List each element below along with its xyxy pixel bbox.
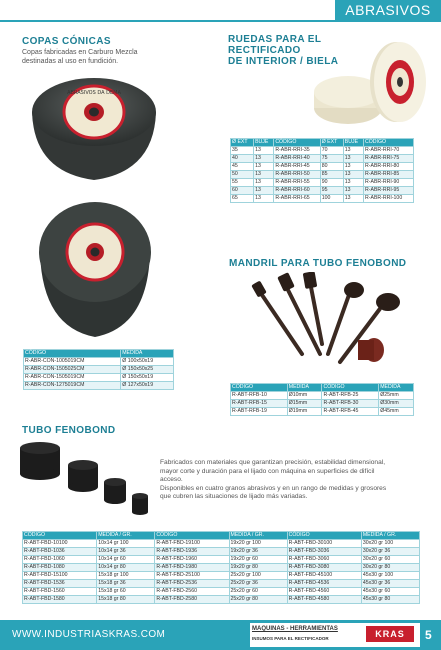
- ruedas-title-line: DE INTERIOR / BIELA: [228, 56, 339, 67]
- table-cell: 90: [320, 179, 343, 187]
- table-header-row: [23, 532, 420, 540]
- table-cell: R-ABR-CON-1505025CM: [24, 366, 121, 374]
- table-cell: Ø30mm: [379, 400, 414, 408]
- table-row: [24, 358, 174, 366]
- table-cell: R-ABT-FBD-2560: [155, 588, 229, 596]
- table-cell: 13: [343, 195, 363, 203]
- table-row: [231, 147, 414, 155]
- table-cell: 25x20 gr 36: [229, 580, 287, 588]
- page-header: [0, 0, 441, 22]
- table-cell: R-ABR-RRI-85: [364, 171, 414, 179]
- table-cell: R-ABR-RRI-40: [274, 155, 320, 163]
- table-cell: 95: [320, 187, 343, 195]
- mandril-title: MANDRIL PARA TUBO FENOBOND: [229, 258, 407, 269]
- table-cell: R-ABR-RRI-100: [364, 195, 414, 203]
- header-rule: [0, 20, 441, 22]
- table-cell: Ø15mm: [287, 400, 322, 408]
- table-cell: 13: [343, 171, 363, 179]
- table-cell: R-ABT-RFB-45: [322, 408, 379, 416]
- tubo-desc-line: mayor corte y duración para el lijado con máquina en superficies de difícil: [160, 467, 375, 475]
- table-row: [23, 588, 420, 596]
- table-cell: R-ABT-FBD-3036: [287, 548, 361, 556]
- mandrels-image: [240, 272, 410, 372]
- table-cell: R-ABT-FBD-19100: [155, 540, 229, 548]
- tubo-desc-line: acceso.: [160, 476, 183, 483]
- table-row: [231, 179, 414, 187]
- table-cell: 25x20 gr 60: [229, 588, 287, 596]
- table-row: [24, 382, 174, 390]
- table-header-cell: CÓDIGO: [231, 384, 288, 392]
- table-cell: 13: [254, 163, 274, 171]
- table-cell: R-ABT-FBD-10100: [23, 540, 97, 548]
- table-cell: 13: [343, 163, 363, 171]
- tubo-description: [160, 459, 386, 502]
- table-cell: Ø 150x50x25: [121, 366, 174, 374]
- table-cell: R-ABT-RFB-30: [322, 400, 379, 408]
- copas-description: [22, 48, 138, 66]
- table-row: [24, 366, 174, 374]
- table-cell: R-ABR-RRI-75: [364, 155, 414, 163]
- table-cell: R-ABR-RRI-45: [274, 163, 320, 171]
- table-cell: R-ABR-CON-1505019CM: [24, 374, 121, 382]
- copas-table: [23, 349, 174, 390]
- table-row: [23, 556, 420, 564]
- table-cell: 45: [231, 163, 254, 171]
- table-header-cell: Ø EXT: [231, 139, 254, 147]
- table-cell: 19x20 gr 80: [229, 564, 287, 572]
- tubo-desc-line: Fabricados con materiales que garantizan precisión, estabilidad dimensional,: [160, 459, 386, 466]
- table-cell: Ø 127x50x19: [121, 382, 174, 390]
- section-tab: ABRASIVOS: [335, 0, 441, 20]
- table-cell: 19x20 gr 60: [229, 556, 287, 564]
- table-cell: 30x20 gr 100: [361, 540, 419, 548]
- table-header-cell: BUJE: [343, 139, 363, 147]
- table-cell: 13: [254, 179, 274, 187]
- table-header-cell: BUJE: [254, 139, 274, 147]
- table-cell: 100: [320, 195, 343, 203]
- table-cell: R-ABR-RRI-90: [364, 179, 414, 187]
- table-header-cell: Ø EXT: [320, 139, 343, 147]
- table-cell: R-ABR-RRI-95: [364, 187, 414, 195]
- table-cell: 15x18 gr 100: [97, 572, 155, 580]
- table-cell: 60: [231, 187, 254, 195]
- table-cell: 10x14 gr 60: [97, 556, 155, 564]
- table-cell: R-ABR-CON-1005019CM: [24, 358, 121, 366]
- table-header-row: [231, 139, 414, 147]
- table-cell: 13: [343, 155, 363, 163]
- table-header-cell: CÓDIGO: [155, 532, 229, 540]
- table-cell: 50: [231, 171, 254, 179]
- table-cell: R-ABT-FBD-1980: [155, 564, 229, 572]
- table-header-cell: CÓDIGO: [24, 350, 121, 358]
- wheel-label: ABRASIVOS DA DEMA: [67, 90, 121, 96]
- table-cell: R-ABR-RRI-35: [274, 147, 320, 155]
- table-cell: 13: [254, 147, 274, 155]
- table-cell: 55: [231, 179, 254, 187]
- table-cell: 19x20 gr 100: [229, 540, 287, 548]
- table-cell: R-ABR-RRI-50: [274, 171, 320, 179]
- table-cell: 30x20 gr 36: [361, 548, 419, 556]
- table-cell: R-ABT-RFB-25: [322, 392, 379, 400]
- table-cell: Ø10mm: [287, 392, 322, 400]
- table-header-row: [24, 350, 174, 358]
- table-row: [23, 596, 420, 604]
- table-row: [231, 187, 414, 195]
- table-cell: R-ABT-FBD-30100: [287, 540, 361, 548]
- table-cell: 10x14 gr 80: [97, 564, 155, 572]
- conical-cup-wheel-image-2: [30, 192, 160, 342]
- table-row: [23, 580, 420, 588]
- table-cell: R-ABR-RRI-60: [274, 187, 320, 195]
- table-cell: R-ABR-RRI-65: [274, 195, 320, 203]
- table-row: [23, 540, 420, 548]
- table-cell: R-ABT-FBD-2536: [155, 580, 229, 588]
- table-row: [231, 171, 414, 179]
- table-cell: Ø45mm: [379, 408, 414, 416]
- table-cell: Ø 100x50x19: [121, 358, 174, 366]
- table-cell: 15x18 gr 80: [97, 596, 155, 604]
- brand-line-1: MAQUINAS - HERRAMIENTAS: [252, 626, 338, 632]
- table-cell: 13: [343, 187, 363, 195]
- table-header-cell: CÓDIGO: [287, 532, 361, 540]
- table-cell: R-ABR-CON-1275019CM: [24, 382, 121, 390]
- table-header-cell: CÓDIGO: [274, 139, 320, 147]
- table-cell: R-ABT-RFB-15: [231, 400, 288, 408]
- table-cell: R-ABT-RFB-10: [231, 392, 288, 400]
- table-cell: 15x18 gr 36: [97, 580, 155, 588]
- table-header-cell: MEDIDA: [287, 384, 322, 392]
- table-cell: R-ABR-RRI-55: [274, 179, 320, 187]
- table-cell: 45x30 gr 36: [361, 580, 419, 588]
- table-cell: R-ABT-FBD-4580: [287, 596, 361, 604]
- table-cell: R-ABR-RRI-70: [364, 147, 414, 155]
- table-cell: 15x18 gr 60: [97, 588, 155, 596]
- table-cell: R-ABT-FBD-4560: [287, 588, 361, 596]
- table-cell: 10x14 gr 100: [97, 540, 155, 548]
- page-footer: [0, 620, 441, 650]
- table-cell: R-ABT-FBD-1960: [155, 556, 229, 564]
- table-cell: R-ABT-FBD-4536: [287, 580, 361, 588]
- table-cell: 35: [231, 147, 254, 155]
- table-cell: 25x20 gr 100: [229, 572, 287, 580]
- table-cell: R-ABT-FBD-3060: [287, 556, 361, 564]
- table-cell: 45x30 gr 60: [361, 588, 419, 596]
- table-header-cell: CÓDIGO: [23, 532, 97, 540]
- table-row: [23, 548, 420, 556]
- mandril-table: [230, 383, 414, 416]
- table-cell: R-ABT-FBD-2580: [155, 596, 229, 604]
- brand-box: [250, 623, 420, 647]
- website-link[interactable]: WWW.INDUSTRIASKRAS.COM: [12, 629, 166, 640]
- table-header-cell: MEDIDA / GR.: [97, 532, 155, 540]
- table-row: [23, 572, 420, 580]
- tubo-desc-line: que cubren las situaciones de lijado más variadas.: [160, 493, 308, 500]
- table-cell: 70: [320, 147, 343, 155]
- table-cell: R-ABT-FBD-45100: [287, 572, 361, 580]
- ruedas-title-line: RUEDAS PARA EL: [228, 34, 322, 45]
- kras-logo: KRAS: [366, 626, 414, 642]
- table-cell: 40: [231, 155, 254, 163]
- table-header-cell: MEDIDA / GR.: [229, 532, 287, 540]
- table-header-cell: CÓDIGO: [364, 139, 414, 147]
- table-cell: R-ABT-FBD-1936: [155, 548, 229, 556]
- table-cell: Ø25mm: [379, 392, 414, 400]
- table-cell: R-ABT-FBD-1036: [23, 548, 97, 556]
- table-row: [231, 195, 414, 203]
- table-row: [231, 155, 414, 163]
- table-cell: Ø19mm: [287, 408, 322, 416]
- conical-cup-wheel-image: [24, 72, 164, 182]
- table-cell: 19x20 gr 36: [229, 548, 287, 556]
- fenobond-tubes-image: [20, 440, 160, 520]
- tubo-title: TUBO FENOBOND: [22, 425, 116, 436]
- table-cell: 75: [320, 155, 343, 163]
- table-header-cell: MEDIDA: [121, 350, 174, 358]
- table-cell: R-ABT-FBD-15100: [23, 572, 97, 580]
- copas-title: COPAS CÓNICAS: [22, 36, 111, 47]
- table-cell: 13: [343, 147, 363, 155]
- table-cell: Ø 150x50x19: [121, 374, 174, 382]
- ruedas-table: [230, 138, 414, 203]
- tubo-desc-line: Disponibles en cuatro granos abrasivos y en un rango de medidas y grosores: [160, 484, 387, 492]
- table-row: [231, 392, 414, 400]
- page-number: 5: [425, 628, 432, 642]
- table-cell: 30x20 gr 80: [361, 564, 419, 572]
- table-row: [231, 408, 414, 416]
- brand-line-2: INSUMOS PARA EL RECTIFICADOR: [252, 636, 329, 641]
- table-header-cell: CÓDIGO: [322, 384, 379, 392]
- table-cell: R-ABT-FBD-1580: [23, 596, 97, 604]
- table-cell: 13: [343, 179, 363, 187]
- table-cell: 45x30 gr 100: [361, 572, 419, 580]
- table-cell: R-ABT-RFB-19: [231, 408, 288, 416]
- table-cell: 45x30 gr 80: [361, 596, 419, 604]
- table-cell: R-ABR-RRI-80: [364, 163, 414, 171]
- internal-grinding-wheels-image: [308, 30, 430, 130]
- table-row: [23, 564, 420, 572]
- table-cell: R-ABT-FBD-3080: [287, 564, 361, 572]
- table-row: [24, 374, 174, 382]
- table-cell: 10x14 gr 36: [97, 548, 155, 556]
- table-cell: R-ABT-FBD-1080: [23, 564, 97, 572]
- table-cell: 13: [254, 171, 274, 179]
- table-cell: 25x20 gr 80: [229, 596, 287, 604]
- table-cell: 13: [254, 187, 274, 195]
- table-cell: 85: [320, 171, 343, 179]
- table-cell: 13: [254, 195, 274, 203]
- table-row: [231, 400, 414, 408]
- table-header-cell: MEDIDA: [379, 384, 414, 392]
- table-header-cell: MEDIDA / GR.: [361, 532, 419, 540]
- table-cell: R-ABT-FBD-25100: [155, 572, 229, 580]
- table-cell: 65: [231, 195, 254, 203]
- table-row: [231, 163, 414, 171]
- table-cell: R-ABT-FBD-1536: [23, 580, 97, 588]
- table-header-row: [231, 384, 414, 392]
- copas-desc-line: Copas fabricadas en Carburo Mezcla: [22, 49, 138, 56]
- table-cell: 80: [320, 163, 343, 171]
- table-cell: R-ABT-FBD-1060: [23, 556, 97, 564]
- table-cell: R-ABT-FBD-1560: [23, 588, 97, 596]
- table-cell: 13: [254, 155, 274, 163]
- ruedas-title-line: RECTIFICADO: [228, 45, 301, 56]
- tubo-table: [22, 531, 420, 604]
- table-cell: 30x20 gr 60: [361, 556, 419, 564]
- copas-desc-line: destinadas al uso en fundición.: [22, 58, 119, 65]
